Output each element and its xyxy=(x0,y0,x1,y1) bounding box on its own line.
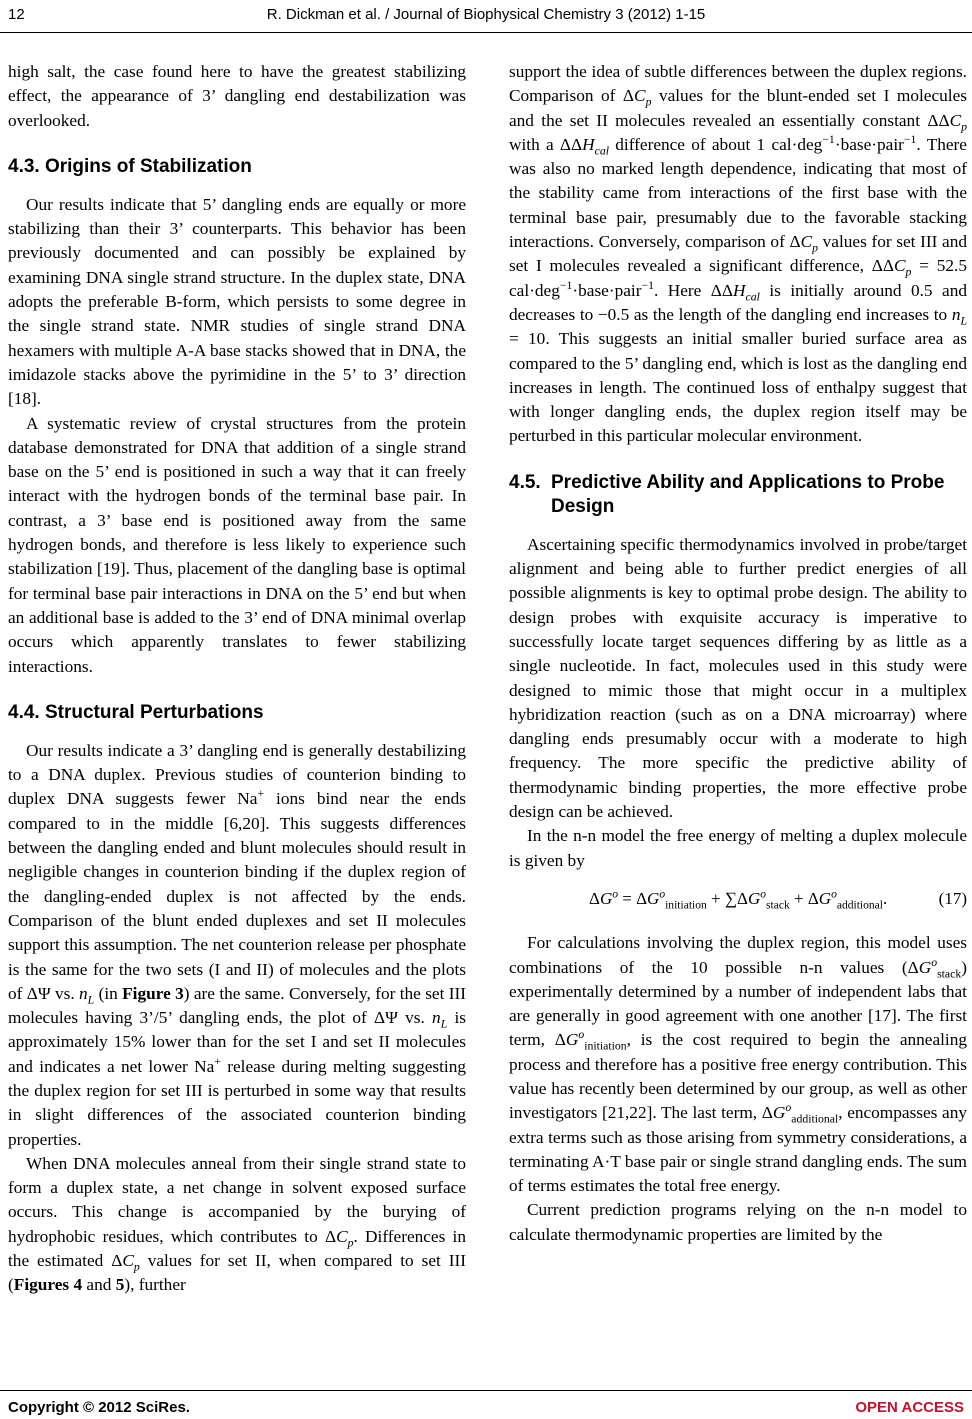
plus-superscript: + xyxy=(257,787,265,801)
paragraph-4-4-b: When DNA molecules anneal from their single strand state to form a duplex state, a net change in solvent exposed surface occurs. This change is accompanied by the burying of hydrophobic residues, which contributes to $\Delta C_p$. Differences in the estimated $\Delta C_p$ values for set II, when compared to set III (Figures 4 and 5), further xyxy=(8,1153,466,1295)
figure-3-reference[interactable]: Figure 3 xyxy=(122,983,184,1003)
section-heading-4-5 xyxy=(509,471,967,519)
equation-17 xyxy=(509,887,967,911)
paragraph-4-5-a: Ascertaining specific thermodynamics involved in probe/target alignment and being able to further predict energies of all possible alignments is key to optimal probe design. The ability to design probes with exquisite accuracy is imperative to successfully locate target sequences differing by as little as a single nucleotide. In fact, molecules used in this study were designed to mimic those that might occur in a multiplex hybridization reaction (such as on a DNA microarray) where dangling ends presumably occur with a moderate to high frequency. The more specific the predictive ability of thermodynamic binding properties, the more effective probe design can be achieved. xyxy=(509,534,967,822)
section-number: 4.5. xyxy=(509,471,541,493)
header-rule xyxy=(0,32,972,33)
paragraph-carryover: high salt, the case found here to have the greatest stabilizing effect, the appearance of 3’ dangling end destabilization was overlooked. xyxy=(8,62,466,130)
running-header xyxy=(0,6,972,30)
running-title: R. Dickman et al. / Journal of Biophysical Chemistry 3 (2012) 1-15 xyxy=(266,6,706,23)
open-access-label: OPEN ACCESS xyxy=(855,1399,964,1416)
section-heading-4-3: 4.3. Origins of Stabilization xyxy=(8,155,252,177)
paragraph-4-5-c: For calculations involving the duplex region, this model uses combinations of the 10 possible n-n values $(\Delta G^o_{stack})$ experimentally determined by a number of independent labs that are generally in good agreement with one another [17]. The first term, $\Delta G^o_{initiation}$, is the cost required to begin the annealing process and therefore has a positive free energy contribution. This value has recently been determined by our group, as well as other investigators [21,22]. The last term, $\Delta G^o_{additional}$, encompasses any extra terms such as those arising from symmetry considerations, a terminating A·T base pair or single strand dangling ends. The sum of terms estimates the total free energy. xyxy=(509,933,968,1196)
figures-4-reference[interactable]: Figures 4 xyxy=(13,1275,83,1295)
page-footer xyxy=(0,1396,972,1416)
right-column xyxy=(509,60,967,1247)
figures-5-reference[interactable]: 5 xyxy=(115,1275,125,1295)
plus-superscript: + xyxy=(214,1054,221,1068)
section-title: Predictive Ability and Applications to Probe Design xyxy=(551,471,945,517)
paragraph-4-3-a: Our results indicate that 5’ dangling ends are equally or more stabilizing than their 3’ counterparts. This behavior has been previously documented and can possibly be explained by examining DNA single strand structure. In the duplex state, DNA adopts the preferable B-form, which persists to some degree in the single strand state. NMR studies of single strand DNA hexamers with multiple A-A base stacks showed that in DNA, the imidazole stacks above the pyrimidine in the 5’ to 3’ direction [18]. xyxy=(8,194,466,409)
paragraph-4-5-d: Current prediction programs relying on the n-n model to calculate thermodynamic properties are limited by the xyxy=(509,1200,967,1244)
free-energy-equation: $\Delta G^o = \Delta G^o_{initiation} + \sum\Delta G^o_{stack} + \Delta G^o_{additional}$. xyxy=(589,887,888,912)
section-heading-4-4: 4.4. Structural Perturbations xyxy=(8,701,264,723)
delta-psi-symbol: ΔΨ xyxy=(26,983,51,1003)
paragraph-continued: support the idea of subtle differences between the duplex regions. Comparison of $\Delta C_p$ values for the blunt-ended set I molecules and the set II molecules revealed an essentially constant $\Delta\Delta C_p$ with a $\Delta\Delta H_{cal}$ difference of about 1 cal·deg$^{-1}$·base·pair$^{-1}$. There was also no marked length dependence, indicating that most of the stability came from interactions of the first base with the terminal base pair, presumably due to the favorable stacking interactions. Conversely, comparison of $\Delta C_p$ values for set III and set I molecules revealed a significant difference, $\Delta\Delta C_p = 52.5$ cal·deg$^{-1}$·base·pair$^{-1}$. Here $\Delta\Delta H_{cal}$ is initially around 0.5 and decreases to −0.5 as the length of the dangling end increases to $n_L = 10$. This suggests an initial smaller buried surface area as compared to the 5’ dangling end, which is lost as the dangling end increases in length. The continued loss of enthalpy suggest that with longer dangling ends, the duplex region itself may be perturbed in this particular molecular environment. xyxy=(509,62,967,446)
delta-psi-symbol: ΔΨ xyxy=(374,1008,398,1028)
left-column xyxy=(8,60,466,1298)
paragraph-4-4-a: Our results indicate a 3’ dangling end is generally destabilizing to a DNA duplex. Previous studies of counterion binding to duplex DNA suggests fewer Na+ ions bind near the ends compared to in the middle [6,20]. This suggests differences between the dangling ended and blunt molecules should result in negligible changes in counterion binding if the duplex region of the dangling-ended duplex is not affected by the ends. Comparison of the blunt ended duplexes and set II molecules support this assumption. The net counterion release per phosphate is the same for the two sets (I and II) of molecules and the plots of ΔΨ vs. $n_L$ (in Figure 3) are the same. Conversely, for the set III molecules having 3’/5’ dangling ends, the plot of ΔΨ vs. $n_L$ is approximately 15% lower than for the set I and set II molecules and indicates a net lower Na+ release during melting suggesting the duplex region for set III is perturbed in some way that results in slight differences of the associated counterion binding properties. xyxy=(8,740,467,1149)
paragraph-4-5-b: In the n-n model the free energy of melting a duplex molecule is given by xyxy=(509,826,967,870)
paragraph-4-3-b: A systematic review of crystal structures from the protein database demonstrated for DNA that addition of a single strand base on the 5’ end is positioned in such a way that it can freely interact with the hydrogen bonds of the terminal base pair. In contrast, a 3’ base end is positioned away from the same hydrogen bonds, and therefore is less likely to experience such stabilization [19]. Thus, placement of the dangling base is optimal for terminal base pair interactions in DNA on the 5’ end but when an additional base is added to the 3’ end of DNA minimal overlap occurs which apparently translates to fewer stabilizing interactions. xyxy=(8,413,466,676)
equation-number: (17) xyxy=(938,888,967,908)
page-number: 12 xyxy=(8,6,25,23)
footer-rule xyxy=(0,1390,972,1391)
copyright-notice: Copyright © 2012 SciRes. xyxy=(8,1399,190,1416)
